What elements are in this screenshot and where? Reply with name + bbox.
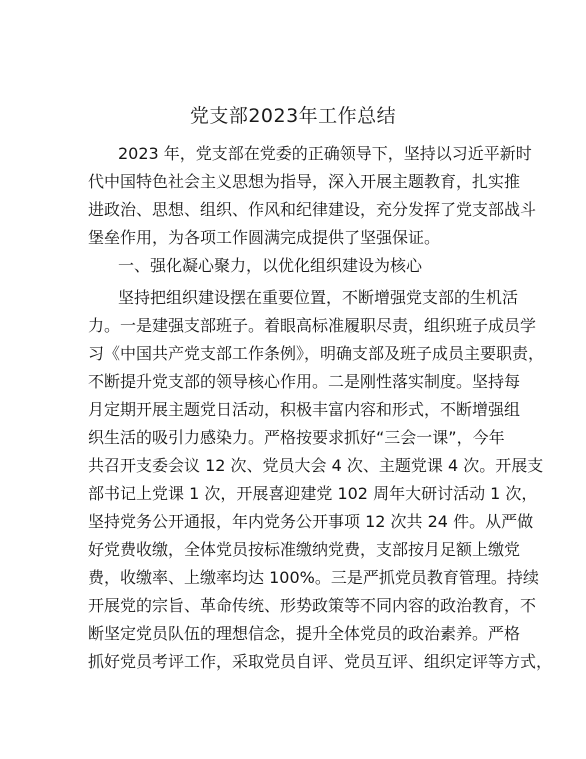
paragraph-line: 进政治、思想、组织、作风和纪律建设，充分发挥了党支部战斗	[88, 200, 537, 219]
paragraph-line: 月定期开展主题党日活动，积极丰富内容和形式，不断增强组	[88, 400, 521, 419]
paragraph-line: 织生活的吸引力感染力。严格按要求抓好“三会一课”，今年	[88, 428, 505, 447]
paragraph-line: 部书记上党课 1 次，开展喜迎建党 102 周年大研讨活动 1 次，	[88, 484, 538, 503]
paragraph-line: 费，收缴率、上缴率均达 100%。三是严抓党员教育管理。持续	[88, 568, 539, 587]
paragraph-line: 力。一是建强支部班子。着眼高标准履职尽责，组织班子成员学	[88, 316, 537, 335]
section-heading: 一、强化凝心聚力，以优化组织建设为核心	[118, 256, 423, 275]
paragraph-line: 坚持党务公开通报，年内党务公开事项 12 次共 24 件。从严做	[88, 512, 534, 531]
paragraph-line: 习《中国共产党支部工作条例》，明确支部及班子成员主要职责，	[88, 344, 545, 363]
paragraph-line: 抓好党员考评工作，采取党员自评、党员互评、组织定评等方式，	[88, 652, 553, 671]
paragraph-line: 代中国特色社会主义思想为指导，深入开展主题教育，扎实推	[88, 172, 521, 191]
paragraph-line: 2023 年，党支部在党委的正确领导下，坚持以习近平新时	[118, 144, 532, 163]
paragraph-line: 好党费收缴，全体党员按标准缴纳党费，支部按月足额上缴党	[88, 540, 521, 559]
document-title: 党支部2023年工作总结	[189, 105, 397, 127]
paragraph-line: 开展党的宗旨、革命传统、形势政策等不同内容的政治教育，不	[88, 596, 537, 615]
paragraph-line: 堡垒作用，为各项工作圆满完成提供了坚强保证。	[88, 228, 441, 247]
paragraph-line: 共召开支委会议 12 次、党员大会 4 次、主题党课 4 次。开展支	[88, 456, 544, 475]
paragraph-line: 坚持把组织建设摆在重要位置，不断增强党支部的生机活	[118, 288, 519, 307]
paragraph-line: 不断提升党支部的领导核心作用。二是刚性落实制度。坚持每	[88, 372, 521, 391]
paragraph-line: 断坚定党员队伍的理想信念，提升全体党员的政治素养。严格	[88, 624, 521, 643]
